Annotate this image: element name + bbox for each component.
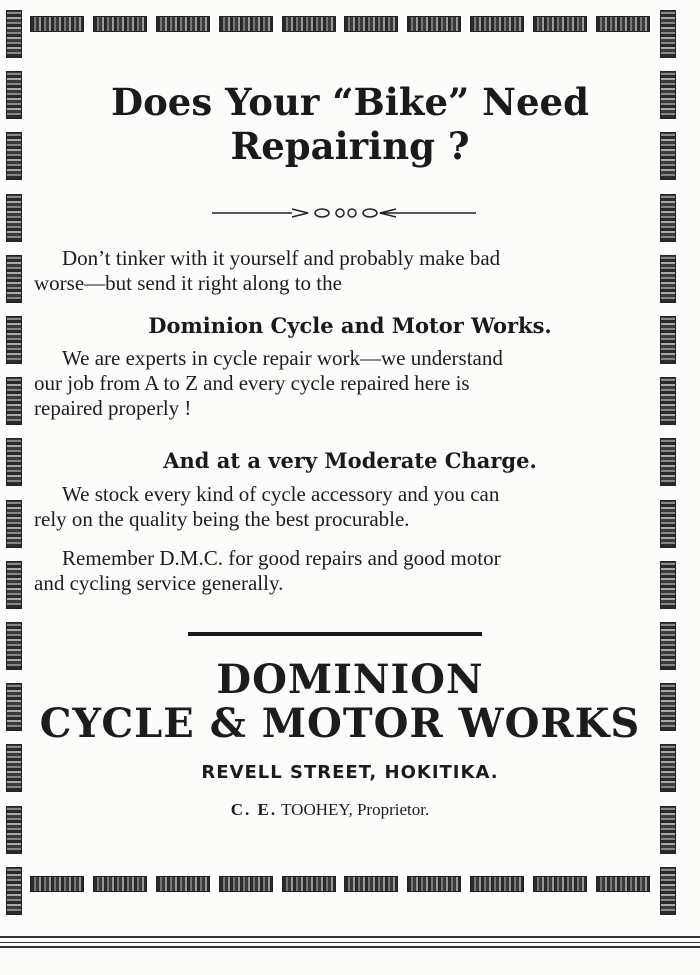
border-block	[533, 16, 587, 32]
border-block	[660, 194, 676, 242]
border-block	[660, 377, 676, 425]
border-block	[660, 806, 676, 854]
border-block	[6, 683, 22, 731]
border-block	[6, 867, 22, 915]
border-block	[533, 876, 587, 892]
border-block	[282, 16, 336, 32]
decorative-border-top	[30, 16, 650, 32]
border-block	[282, 876, 336, 892]
proprietor-line	[20, 800, 640, 820]
brand-name-line-2: CYCLE & MOTOR WORKS	[39, 700, 641, 747]
border-block	[6, 255, 22, 303]
address: REVELL STREET, HOKITIKA.	[201, 762, 499, 783]
border-block	[30, 876, 84, 892]
border-block	[156, 16, 210, 32]
remember-line-1: Remember D.M.C. for good repairs and good motor	[62, 546, 501, 570]
border-block	[596, 16, 650, 32]
border-block	[6, 10, 22, 58]
border-block	[660, 132, 676, 180]
border-block	[660, 683, 676, 731]
bottom-rule-2	[0, 942, 700, 943]
border-block	[6, 500, 22, 548]
intro-line-1: Don’t tinker with it yourself and probably make bad	[62, 246, 501, 270]
experts-line-1: We are experts in cycle repair work—we understand	[62, 346, 503, 370]
page-bottom-rules	[0, 936, 700, 950]
border-block	[6, 561, 22, 609]
border-block	[6, 132, 22, 180]
experts-line-2: our job from A to Z and every cycle repaired here is	[34, 371, 470, 395]
border-block	[93, 16, 147, 32]
horizontal-rule	[188, 632, 482, 636]
remember-paragraph	[34, 546, 656, 596]
border-block	[660, 10, 676, 58]
border-block	[660, 255, 676, 303]
border-block	[93, 876, 147, 892]
headline	[40, 80, 660, 168]
border-block	[344, 876, 398, 892]
decorative-border-right	[660, 10, 674, 915]
border-block	[660, 71, 676, 119]
company-name-bold: Dominion Cycle and Motor Works.	[148, 313, 552, 338]
stock-line-2: rely on the quality being the best procurable.	[34, 507, 410, 531]
decorative-border-left	[6, 10, 20, 915]
border-block	[344, 16, 398, 32]
border-block	[6, 71, 22, 119]
border-block	[6, 316, 22, 364]
border-block	[470, 876, 524, 892]
border-block	[660, 561, 676, 609]
border-block	[156, 876, 210, 892]
bottom-rule-1	[0, 936, 700, 938]
ornament-divider	[212, 205, 476, 221]
bottom-rule-3	[0, 946, 700, 948]
stock-line-1: We stock every kind of cycle accessory and you can	[62, 482, 500, 506]
experts-line-3: repaired properly !	[34, 396, 192, 420]
experts-paragraph	[34, 346, 656, 421]
border-block	[6, 377, 22, 425]
moderate-charge-heading: And at a very Moderate Charge.	[163, 448, 537, 473]
border-block	[219, 876, 273, 892]
border-block	[660, 867, 676, 915]
decorative-border-bottom	[30, 876, 650, 892]
border-block	[6, 744, 22, 792]
intro-paragraph	[34, 246, 656, 296]
stock-paragraph	[34, 482, 656, 532]
border-block	[6, 438, 22, 486]
border-block	[660, 316, 676, 364]
headline-line-2: Repairing ?	[230, 124, 470, 168]
border-block	[30, 16, 84, 32]
border-block	[6, 622, 22, 670]
border-block	[660, 500, 676, 548]
border-block	[407, 876, 461, 892]
border-block	[219, 16, 273, 32]
border-block	[660, 744, 676, 792]
brand-name-line-1: DOMINION	[216, 656, 484, 703]
proprietor-initials: C. E.	[230, 800, 278, 819]
border-block	[407, 16, 461, 32]
border-block	[6, 194, 22, 242]
border-block	[596, 876, 650, 892]
border-block	[470, 16, 524, 32]
border-block	[660, 622, 676, 670]
remember-line-2: and cycling service generally.	[34, 571, 284, 595]
border-block	[660, 438, 676, 486]
headline-line-1: Does Your “Bike” Need	[111, 80, 589, 124]
proprietor-name: TOOHEY, Proprietor.	[281, 800, 430, 819]
intro-line-2: worse—but send it right along to the	[34, 271, 342, 295]
